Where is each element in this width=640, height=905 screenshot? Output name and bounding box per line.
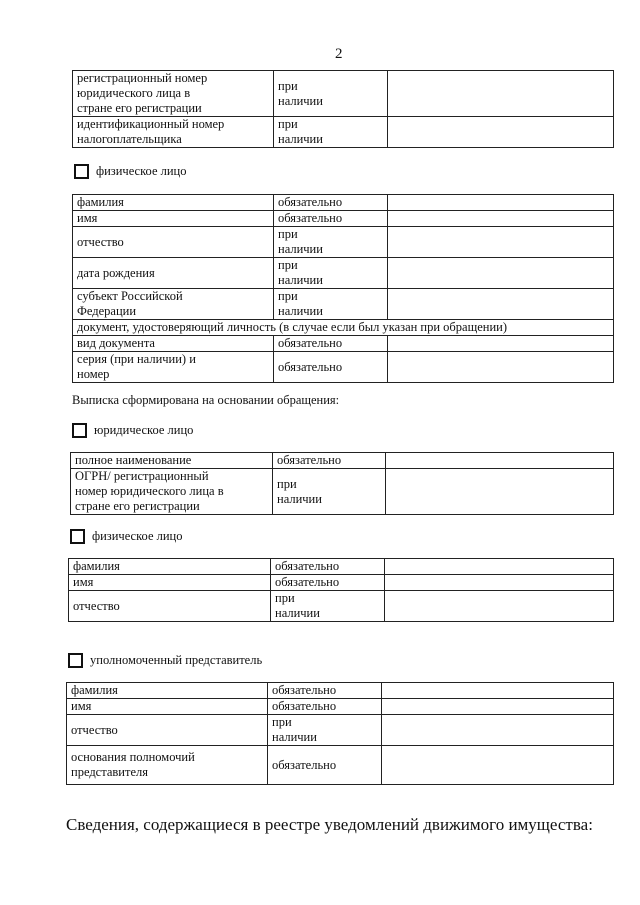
table-row [73, 352, 614, 383]
checkbox-icon[interactable] [72, 423, 87, 438]
table-row [73, 227, 614, 258]
requirement-cell: при наличии [268, 715, 382, 746]
table-row [73, 336, 614, 352]
requester-individual-table [68, 558, 614, 622]
field-name-cell: серия (при наличии) и номер [73, 352, 274, 383]
value-cell[interactable] [385, 559, 614, 575]
page-number: 2 [335, 46, 343, 62]
table-row [67, 746, 614, 785]
individual-details-table [72, 194, 614, 383]
requirement-cell: при наличии [273, 469, 386, 515]
field-name-cell: фамилия [69, 559, 271, 575]
value-cell[interactable] [388, 195, 614, 211]
value-cell[interactable] [388, 211, 614, 227]
table-row [69, 559, 614, 575]
checkbox-representative[interactable] [68, 653, 262, 668]
checkbox-legal-entity[interactable] [72, 423, 193, 438]
value-cell[interactable] [388, 289, 614, 320]
value-cell[interactable] [382, 699, 614, 715]
field-name-cell: имя [69, 575, 271, 591]
requirement-cell: при наличии [274, 117, 388, 148]
value-cell[interactable] [388, 227, 614, 258]
requirement-cell: при наличии [274, 71, 388, 117]
field-name-cell: отчество [73, 227, 274, 258]
table-row [67, 683, 614, 699]
field-name-cell: полное наименование [71, 453, 273, 469]
table-row [73, 320, 614, 336]
field-name-cell: вид документа [73, 336, 274, 352]
field-name-cell: основания полномочий представителя [67, 746, 268, 785]
field-name-cell: имя [67, 699, 268, 715]
table-row [73, 211, 614, 227]
value-cell[interactable] [388, 258, 614, 289]
value-cell[interactable] [385, 575, 614, 591]
checkbox-label: юридическое лицо [94, 423, 194, 437]
section-header-cell: документ, удостоверяющий личность (в случае если был указан при обращении) [73, 320, 614, 336]
table-row [73, 71, 614, 117]
requirement-cell: обязательно [271, 575, 385, 591]
requester-legal-entity-table [70, 452, 614, 515]
requirement-cell: обязательно [274, 352, 388, 383]
value-cell[interactable] [388, 117, 614, 148]
checkbox-icon[interactable] [68, 653, 83, 668]
requirement-cell: обязательно [268, 699, 382, 715]
value-cell[interactable] [386, 453, 614, 469]
checkbox-icon[interactable] [74, 164, 89, 179]
checkbox-label: физическое лицо [96, 164, 187, 178]
requirement-cell: обязательно [274, 195, 388, 211]
value-cell[interactable] [382, 746, 614, 785]
checkbox-individual-1[interactable] [74, 164, 187, 179]
field-name-cell: регистрационный номер юридического лица в стране его регистрации [73, 71, 274, 117]
table-row [69, 575, 614, 591]
value-cell[interactable] [385, 591, 614, 622]
value-cell[interactable] [382, 715, 614, 746]
table-row [69, 591, 614, 622]
table-row [73, 289, 614, 320]
checkbox-label: уполномоченный представитель [90, 653, 263, 667]
checkbox-icon[interactable] [70, 529, 85, 544]
checkbox-individual-2[interactable] [70, 529, 183, 544]
request-basis-text: Выписка сформирована на основании обращения: [72, 393, 340, 407]
table-row [71, 453, 614, 469]
value-cell[interactable] [386, 469, 614, 515]
field-name-cell: имя [73, 211, 274, 227]
value-cell[interactable] [388, 336, 614, 352]
representative-table [66, 682, 614, 785]
requirement-cell: при наличии [274, 258, 388, 289]
registry-heading: Сведения, содержащиеся в реестре уведомлений движимого имущества: [66, 815, 593, 834]
table-row [67, 715, 614, 746]
table-row [67, 699, 614, 715]
value-cell[interactable] [388, 352, 614, 383]
field-name-cell: ОГРН/ регистрационный номер юридического лица в стране его регистрации [71, 469, 273, 515]
requirement-cell: обязательно [268, 683, 382, 699]
table-row [73, 258, 614, 289]
field-name-cell: фамилия [67, 683, 268, 699]
value-cell[interactable] [382, 683, 614, 699]
field-name-cell: отчество [69, 591, 271, 622]
requirement-cell: обязательно [268, 746, 382, 785]
field-name-cell: фамилия [73, 195, 274, 211]
value-cell[interactable] [388, 71, 614, 117]
legal-entity-details-table [72, 70, 614, 148]
table-row [71, 469, 614, 515]
field-name-cell: субъект Российской Федерации [73, 289, 274, 320]
requirement-cell: обязательно [274, 336, 388, 352]
requirement-cell: при наличии [274, 289, 388, 320]
field-name-cell: отчество [67, 715, 268, 746]
table-row [73, 117, 614, 148]
requirement-cell: обязательно [271, 559, 385, 575]
requirement-cell: при наличии [271, 591, 385, 622]
requirement-cell: обязательно [274, 211, 388, 227]
field-name-cell: идентификационный номер налогоплательщика [73, 117, 274, 148]
requirement-cell: обязательно [273, 453, 386, 469]
checkbox-label: физическое лицо [92, 529, 183, 543]
field-name-cell: дата рождения [73, 258, 274, 289]
table-row [73, 195, 614, 211]
requirement-cell: при наличии [274, 227, 388, 258]
